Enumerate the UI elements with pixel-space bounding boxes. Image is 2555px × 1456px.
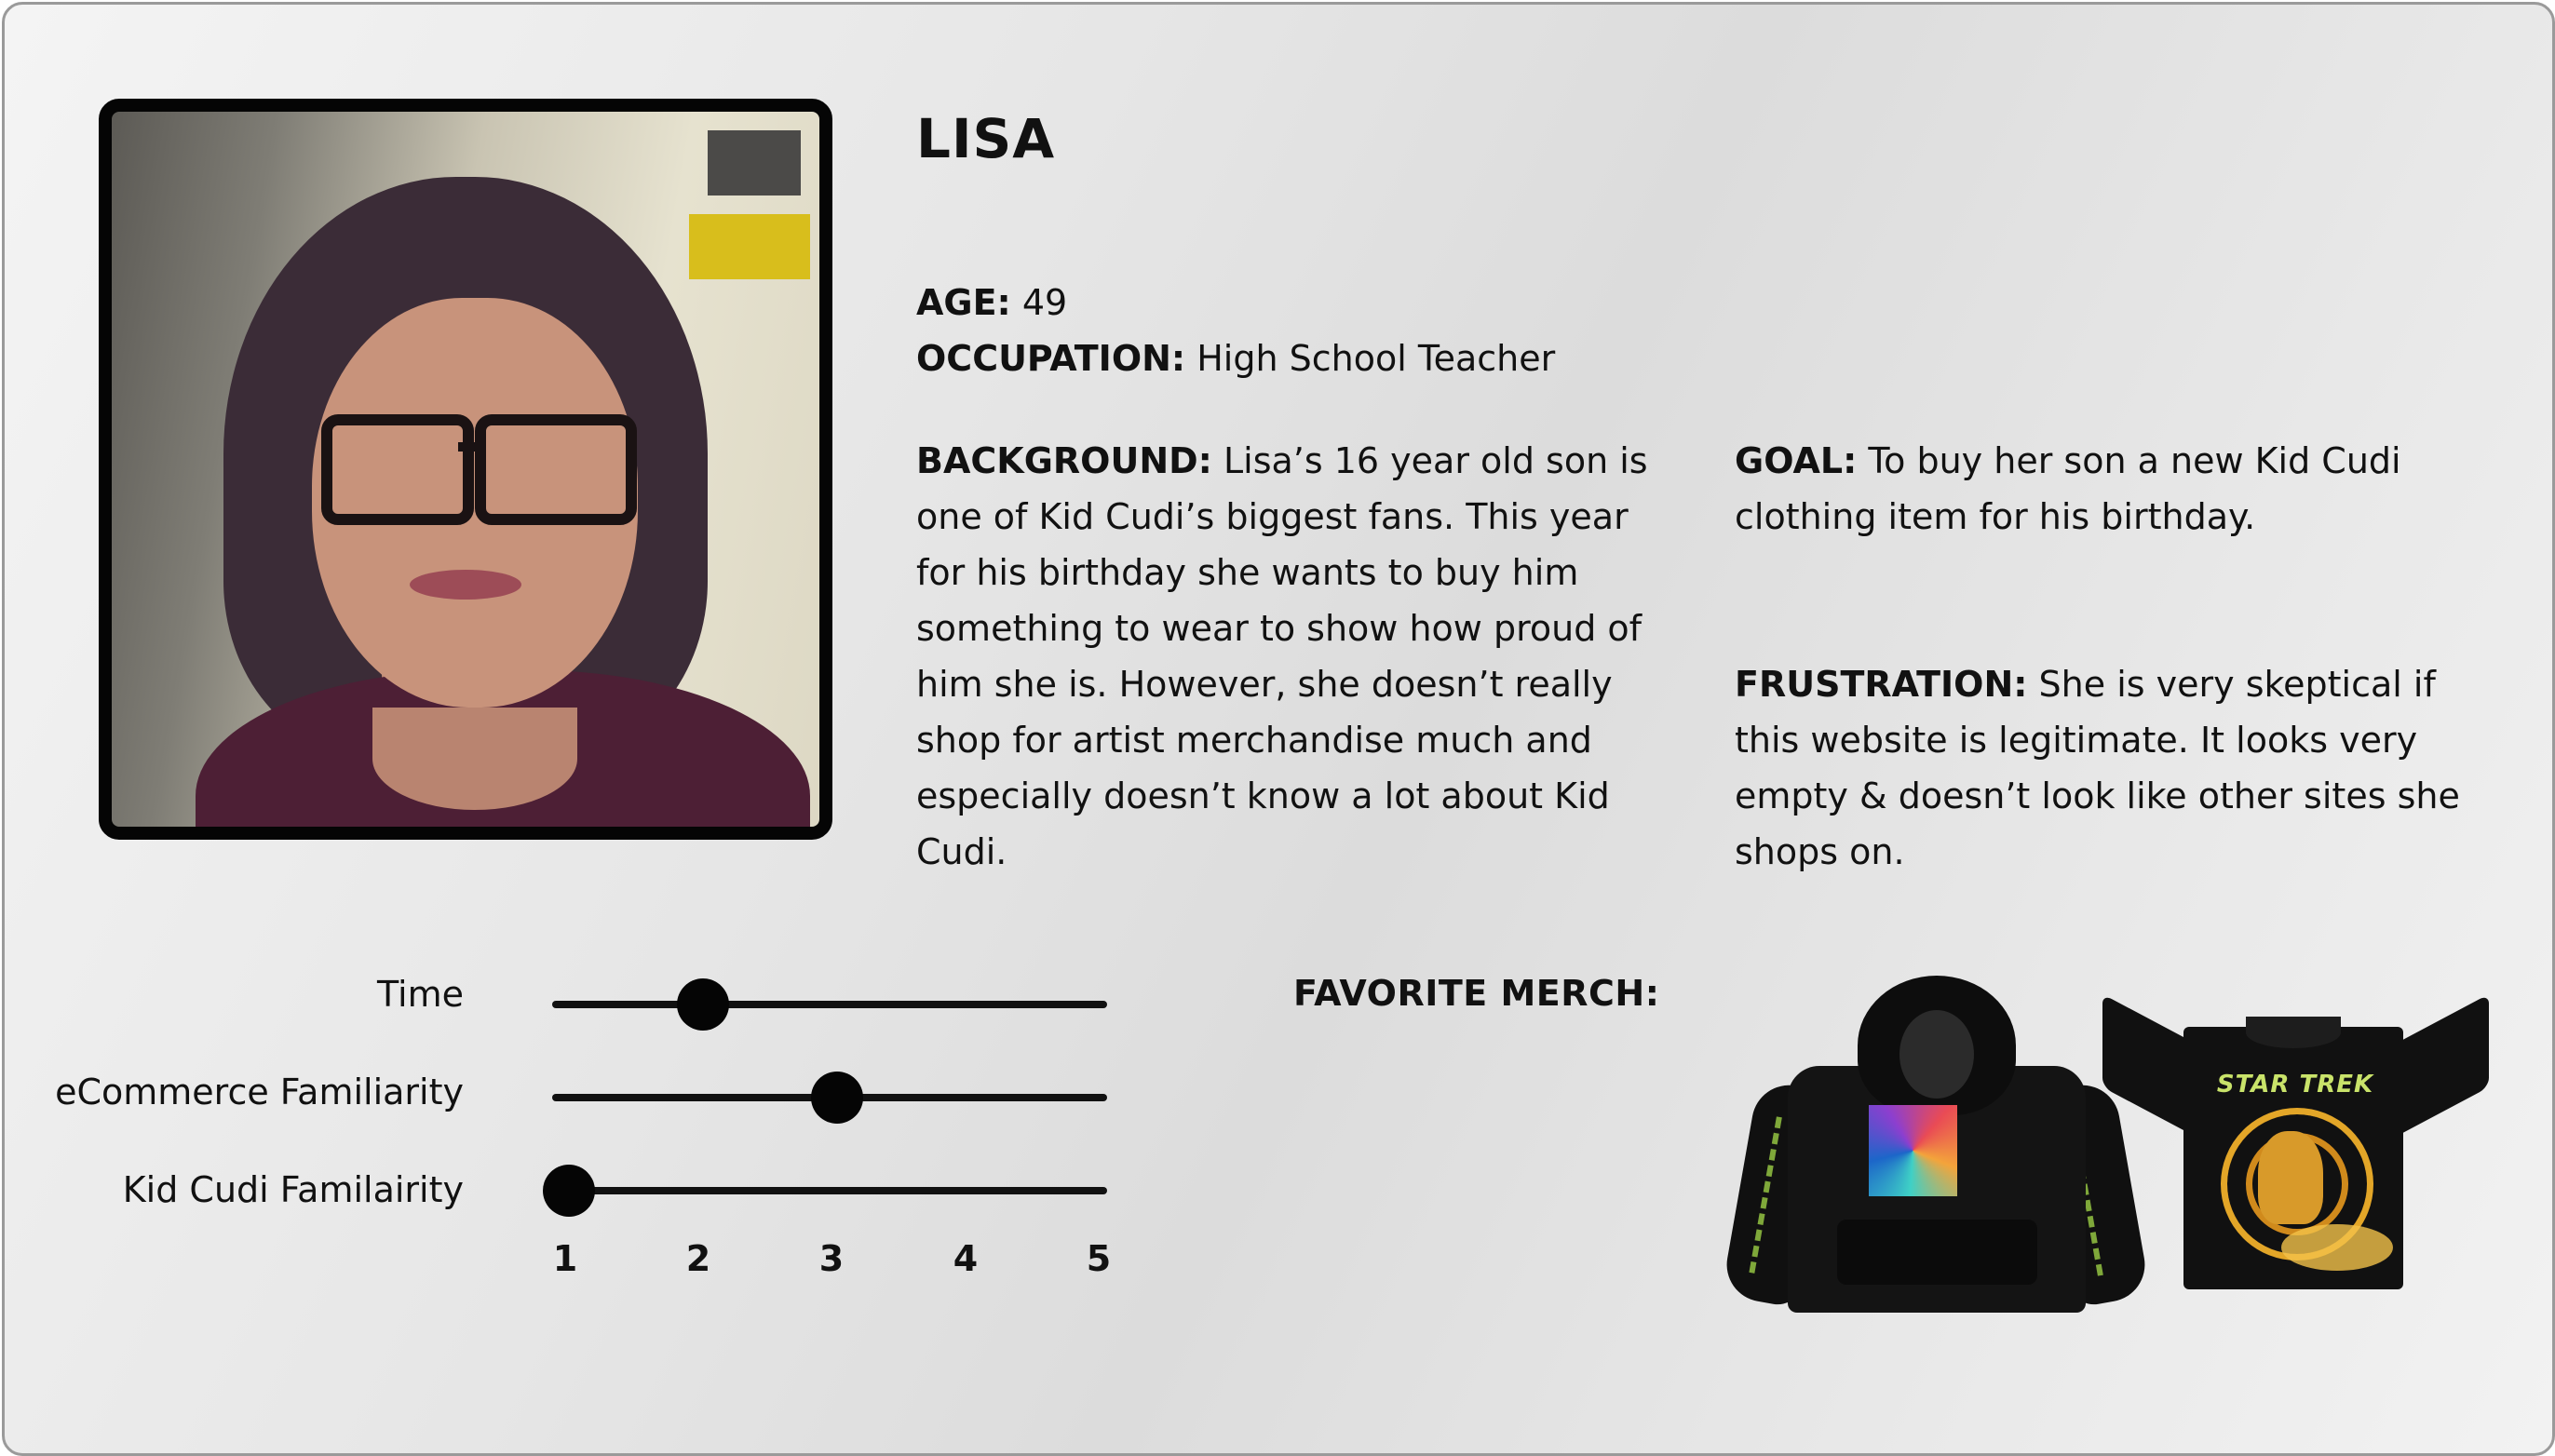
scale-tick: 5 xyxy=(1086,1238,1112,1279)
frustration-text: She is very skeptical if this website is legitimate. It looks very empty & doesn’t look like other sites she shops on. xyxy=(1735,664,2460,872)
occupation-value: High School Teacher xyxy=(1196,338,1556,379)
scale-tick: 2 xyxy=(685,1238,711,1279)
persona-name: LISA xyxy=(916,107,1056,170)
occupation-label: OCCUPATION: xyxy=(916,338,1186,379)
frustration-label: FRUSTRATION: xyxy=(1735,664,2028,705)
slider-track-kid-cudi xyxy=(552,1187,1107,1194)
persona-goal xyxy=(1735,433,2470,545)
scale-tick: 4 xyxy=(953,1238,979,1279)
slider-thumb-kid-cudi[interactable] xyxy=(543,1165,595,1217)
persona-photo xyxy=(99,99,832,840)
favorite-merch-label: FAVORITE MERCH: xyxy=(1293,973,1660,1014)
persona-age xyxy=(916,275,1067,330)
background-text: Lisa’s 16 year old son is one of Kid Cudi’s biggest fans. This year for his birthday she wants to buy him something to wear to show how proud of him she is. However, she doesn’t really shop for artist merchandise much and especially doesn’t know a lot about Kid Cudi. xyxy=(916,440,1648,872)
slider-label-kid-cudi: Kid Cudi Familairity xyxy=(122,1169,464,1210)
tee-graphic-text: STAR TREK xyxy=(2216,1071,2374,1099)
slider-label-ecommerce: eCommerce Familiarity xyxy=(55,1072,464,1112)
persona-frustration xyxy=(1735,656,2470,880)
goal-label: GOAL: xyxy=(1735,440,1858,481)
age-value: 49 xyxy=(1021,282,1068,323)
persona-background xyxy=(916,433,1661,880)
goal-text: To buy her son a new Kid Cudi clothing item for his birthday. xyxy=(1735,440,2401,537)
scale-tick: 3 xyxy=(818,1238,845,1279)
slider-thumb-time[interactable] xyxy=(677,978,729,1031)
persona-occupation xyxy=(916,330,1555,386)
age-label: AGE: xyxy=(916,282,1011,323)
background-label: BACKGROUND: xyxy=(916,440,1212,481)
slider-label-time: Time xyxy=(377,974,464,1015)
slider-thumb-ecommerce[interactable] xyxy=(811,1072,863,1124)
slider-track-time xyxy=(552,1001,1107,1008)
scale-tick: 1 xyxy=(552,1238,578,1279)
persona-card xyxy=(2,2,2555,1456)
